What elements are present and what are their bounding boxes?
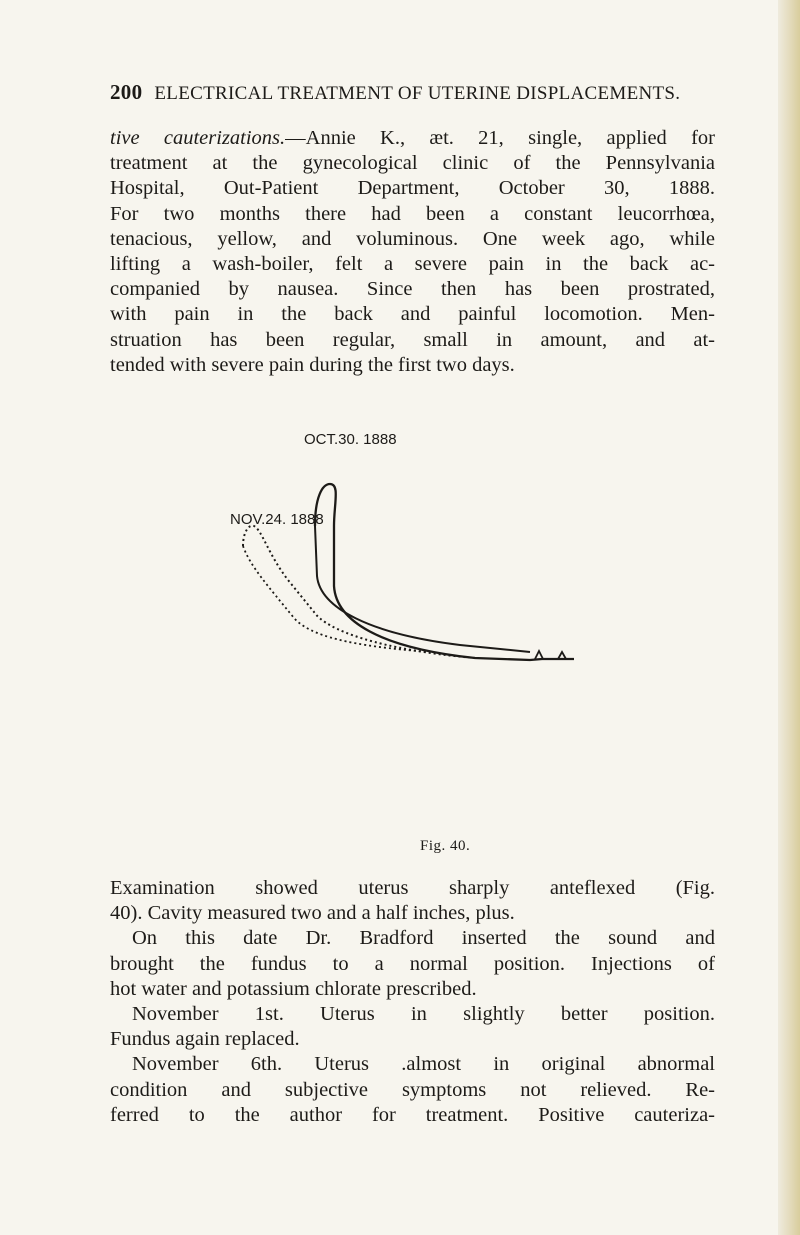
outline-nov-dotted — [243, 526, 475, 658]
text-line: ferred to the author for treatment. Positive cauteriza- — [110, 1103, 715, 1126]
text-line: companied by nausea. Since then has been prostrated, — [110, 278, 715, 301]
text-line: For two months there had been a constant leucorrhœa, — [110, 202, 715, 225]
text-line: hot water and potassium chlorate prescribed. — [110, 977, 477, 1000]
page-edge — [778, 0, 800, 1235]
text-emphasis: tive cauterizations. — [110, 127, 286, 149]
text-line: tenacious, yellow, and voluminous. One week ago, while — [110, 227, 715, 250]
paragraph-case-history — [110, 126, 715, 378]
figure-caption: Fig. 40. — [420, 838, 471, 854]
outline-oct-solid — [315, 484, 574, 660]
text-line: Examination showed uterus sharply anteflexed (Fig. — [110, 877, 715, 899]
text-run: —Annie K., æt. 21, single, applied for — [285, 127, 715, 149]
text-line: treatment at the gynecological clinic of the Pennsylvania — [110, 152, 715, 175]
text-line: 40). Cavity measured two and a half inches, plus. — [110, 902, 515, 925]
label-oct: OCT.30. 1888 — [304, 431, 397, 448]
text-line: On this date Dr. Bradford inserted the sound and — [132, 927, 715, 950]
uterus-position-figure — [230, 426, 670, 726]
label-nov: NOV.24. 1888 — [230, 511, 324, 528]
text-line: lifting a wash-boiler, felt a severe pain in the back ac- — [110, 253, 715, 276]
text-line: struation has been regular, small in amount, and at- — [110, 328, 715, 351]
text-line: with pain in the back and painful locomotion. Men- — [110, 303, 715, 326]
text-line: November 1st. Uterus in slightly better position. — [132, 1003, 715, 1026]
page-number: 200 — [110, 80, 143, 104]
running-title: ELECTRICAL TREATMENT OF UTERINE DISPLACEMENTS. — [154, 83, 681, 104]
running-header — [110, 80, 715, 105]
paragraph-examination — [110, 876, 715, 1128]
text-line — [110, 126, 715, 151]
text-line: brought the fundus to a normal position. Injections of — [110, 952, 715, 975]
text-line: Fundus again replaced. — [110, 1028, 300, 1051]
text-line: Hospital, Out-Patient Department, October 30, 1888. — [110, 177, 715, 200]
text-line: November 6th. Uterus .almost in original abnormal — [132, 1053, 715, 1076]
text-line: tended with severe pain during the first two days. — [110, 353, 515, 376]
text-line: condition and subjective symptoms not relieved. Re- — [110, 1078, 715, 1101]
marker-a — [535, 651, 543, 659]
